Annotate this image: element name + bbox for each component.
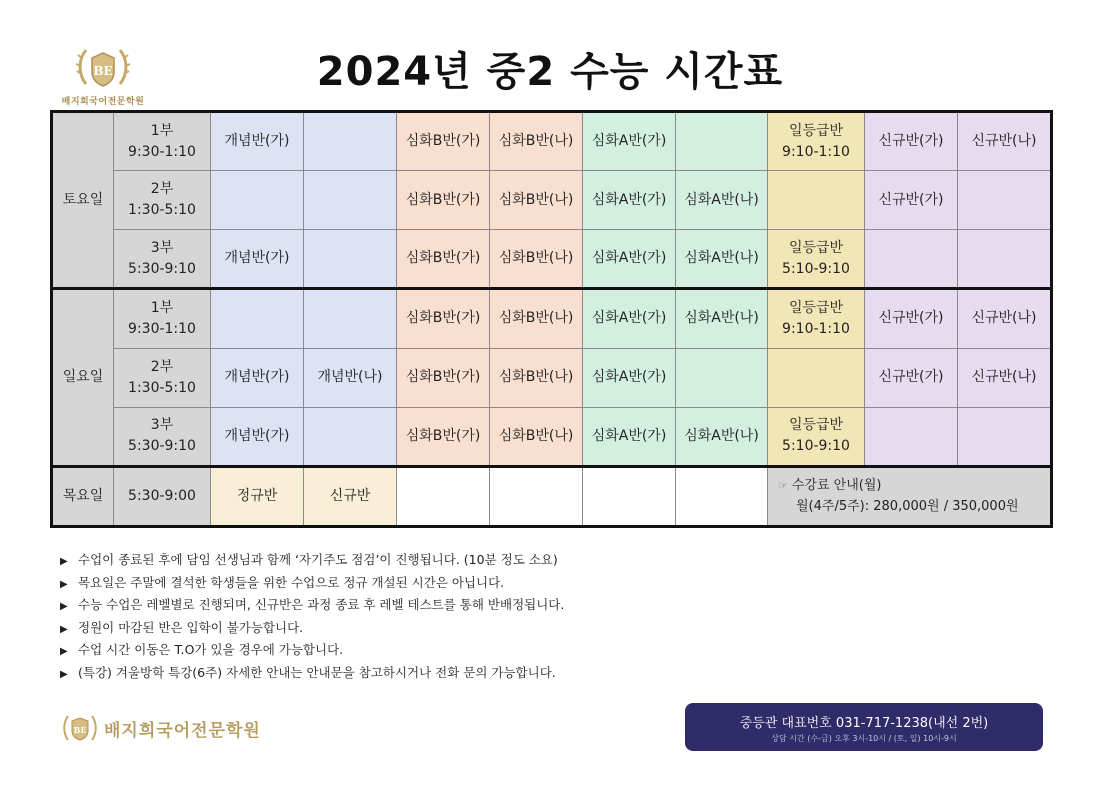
notice-text: 수업이 종료된 후에 담임 선생님과 함께 ‘자기주도 점검’이 진행됩니다. (10분 정도 소요) bbox=[78, 552, 558, 567]
period-label: 1부 bbox=[150, 122, 174, 139]
footer-logo bbox=[62, 708, 261, 748]
empty-cell bbox=[583, 466, 676, 526]
class-cell: 개념반(가) bbox=[211, 348, 304, 407]
class-cell: 심화A반(가) bbox=[583, 348, 676, 407]
class-cell: 심화A반(가) bbox=[583, 112, 676, 171]
table-row bbox=[52, 466, 1052, 526]
notice-text: 수업 시간 이동은 T.O가 있을 경우에 가능합니다. bbox=[78, 642, 344, 657]
class-cell: 심화B반(나) bbox=[490, 289, 583, 348]
tuition-title: 수강료 안내(월) bbox=[791, 478, 882, 494]
class-name: 일등급반 bbox=[788, 417, 844, 434]
class-cell-top-grade bbox=[768, 348, 865, 407]
class-cell bbox=[304, 230, 397, 289]
empty-cell bbox=[676, 466, 768, 526]
class-cell: 심화B반(나) bbox=[490, 112, 583, 171]
table-row bbox=[52, 171, 1052, 230]
class-cell: 심화B반(가) bbox=[397, 289, 490, 348]
notice-item bbox=[60, 549, 760, 572]
class-cell-top-grade bbox=[768, 230, 865, 289]
class-cell bbox=[865, 230, 958, 289]
class-cell bbox=[958, 407, 1052, 466]
class-cell bbox=[676, 112, 768, 171]
class-cell: 심화A반(가) bbox=[583, 289, 676, 348]
class-cell: 심화A반(나) bbox=[676, 230, 768, 289]
period-time bbox=[114, 407, 211, 466]
svg-text:BE: BE bbox=[73, 725, 87, 735]
time-range: 5:30-9:10 bbox=[128, 260, 196, 277]
period-label: 1부 bbox=[150, 299, 174, 316]
class-cell: 심화B반(가) bbox=[397, 112, 490, 171]
class-cell bbox=[304, 112, 397, 171]
class-cell: 신규반(가) bbox=[865, 348, 958, 407]
class-cell: 개념반(가) bbox=[211, 407, 304, 466]
class-cell: 신규반(나) bbox=[958, 112, 1052, 171]
time-range: 1:30-5:10 bbox=[128, 379, 196, 396]
day-label-sunday: 일요일 bbox=[52, 289, 114, 466]
class-cell-top-grade bbox=[768, 289, 865, 348]
notice-item bbox=[60, 639, 760, 662]
table-row bbox=[52, 230, 1052, 289]
table-row bbox=[52, 112, 1052, 171]
period-time bbox=[114, 289, 211, 348]
class-cell bbox=[676, 348, 768, 407]
page-title: 2024년 중2 수능 시간표 bbox=[316, 49, 784, 95]
class-cell: 신규반(나) bbox=[958, 289, 1052, 348]
class-cell: 신규반(나) bbox=[958, 348, 1052, 407]
period-label: 2부 bbox=[150, 358, 174, 375]
period-time bbox=[114, 230, 211, 289]
class-cell-top-grade bbox=[768, 171, 865, 230]
time-range: 5:30-9:10 bbox=[128, 438, 196, 455]
class-cell bbox=[304, 407, 397, 466]
period-label: 3부 bbox=[150, 239, 174, 256]
period-label: 3부 bbox=[150, 417, 174, 434]
class-cell: 개념반(나) bbox=[304, 348, 397, 407]
period-label: 2부 bbox=[150, 181, 174, 198]
notice-text: 정원이 마감된 반은 입학이 불가능합니다. bbox=[78, 619, 304, 635]
pointing-hand-icon: ☞ bbox=[778, 479, 788, 493]
class-cell: 신규반(가) bbox=[865, 171, 958, 230]
triangle-bullet-icon: ▶ bbox=[60, 646, 68, 657]
class-cell-top-grade bbox=[768, 112, 865, 171]
class-cell: 심화A반(나) bbox=[676, 289, 768, 348]
class-cell: 심화B반(가) bbox=[397, 230, 490, 289]
contact-box bbox=[685, 703, 1043, 751]
table-row bbox=[52, 289, 1052, 348]
class-cell: 심화A반(나) bbox=[676, 407, 768, 466]
day-label-thursday: 목요일 bbox=[52, 466, 114, 526]
class-cell bbox=[211, 289, 304, 348]
day-label-saturday: 토요일 bbox=[52, 112, 114, 289]
class-cell: 신규반(가) bbox=[865, 112, 958, 171]
class-cell bbox=[304, 289, 397, 348]
class-cell: 심화A반(가) bbox=[583, 407, 676, 466]
class-cell: 심화B반(가) bbox=[397, 348, 490, 407]
period-time bbox=[114, 348, 211, 407]
triangle-bullet-icon: ▶ bbox=[60, 623, 68, 635]
empty-cell bbox=[490, 466, 583, 526]
class-name: 일등급반 bbox=[788, 122, 844, 139]
class-cell: 심화B반(가) bbox=[397, 407, 490, 466]
time-range: 5:30-9:00 bbox=[114, 466, 211, 526]
class-cell: 심화B반(가) bbox=[397, 171, 490, 230]
class-name: 일등급반 bbox=[788, 239, 844, 256]
footer-logo-text: 배지희국어전문학원 bbox=[104, 720, 261, 741]
notice-text: 목요일은 주말에 결석한 학생들을 위한 수업으로 정규 개설된 시간은 아닙니다. bbox=[78, 574, 505, 590]
class-cell: 심화B반(나) bbox=[490, 171, 583, 230]
notice-text: 수능 수업은 레벨별로 진행되며, 신규반은 과정 종료 후 레벨 테스트를 통해 반배정됩니다. bbox=[78, 597, 565, 612]
class-cell: 심화A반(나) bbox=[676, 171, 768, 230]
class-cell bbox=[958, 230, 1052, 289]
period-time bbox=[114, 171, 211, 230]
notice-item bbox=[60, 662, 760, 685]
class-cell: 개념반(가) bbox=[211, 112, 304, 171]
class-cell: 신규반 bbox=[304, 466, 397, 526]
class-cell bbox=[304, 171, 397, 230]
laurel-crest-icon bbox=[62, 712, 98, 744]
svg-text:BE: BE bbox=[93, 64, 113, 78]
class-cell: 심화A반(가) bbox=[583, 230, 676, 289]
class-cell: 심화B반(나) bbox=[490, 348, 583, 407]
logo-text: 배지희국어전문학원 bbox=[61, 97, 145, 107]
class-cell: 심화A반(가) bbox=[583, 171, 676, 230]
notice-item bbox=[60, 572, 760, 595]
triangle-bullet-icon: ▶ bbox=[60, 601, 68, 612]
notice-list bbox=[60, 549, 760, 684]
empty-cell bbox=[397, 466, 490, 526]
notice-item bbox=[60, 594, 760, 617]
timetable bbox=[50, 110, 1053, 528]
class-cell: 정규반 bbox=[211, 466, 304, 526]
table-row bbox=[52, 348, 1052, 407]
table-row bbox=[52, 407, 1052, 466]
triangle-bullet-icon: ▶ bbox=[60, 578, 68, 590]
time-range: 9:30-1:10 bbox=[128, 320, 196, 337]
notice-text: (특강) 겨울방학 특강(6주) 자세한 안내는 안내문을 참고하시거나 전화 문의 가능합니다. bbox=[78, 664, 556, 680]
notice-item bbox=[60, 617, 760, 640]
class-cell-top-grade bbox=[768, 407, 865, 466]
class-cell: 심화B반(나) bbox=[490, 407, 583, 466]
tuition-info bbox=[768, 466, 1052, 526]
time-range: 1:30-5:10 bbox=[128, 202, 196, 219]
class-time: 5:10-9:10 bbox=[782, 438, 850, 455]
class-time: 9:10-1:10 bbox=[782, 143, 850, 160]
time-range: 9:30-1:10 bbox=[128, 143, 196, 160]
period-time bbox=[114, 112, 211, 171]
class-cell: 개념반(가) bbox=[211, 230, 304, 289]
class-name: 일등급반 bbox=[788, 299, 844, 316]
class-cell bbox=[958, 171, 1052, 230]
consult-hours: 상담 시간 (수-금) 오후 3시-10시 / (토, 일) 10시-9시 bbox=[771, 734, 957, 743]
class-cell bbox=[211, 171, 304, 230]
triangle-bullet-icon: ▶ bbox=[60, 556, 68, 567]
class-time: 9:10-1:10 bbox=[782, 320, 850, 337]
class-cell bbox=[865, 407, 958, 466]
class-cell: 신규반(가) bbox=[865, 289, 958, 348]
tuition-detail: 월(4주/5주): 280,000원 / 350,000원 bbox=[796, 499, 1019, 515]
class-cell: 심화B반(나) bbox=[490, 230, 583, 289]
triangle-bullet-icon: ▶ bbox=[60, 668, 68, 680]
class-time: 5:10-9:10 bbox=[782, 260, 850, 277]
contact-phone: 중등관 대표번호 031-717-1238(내선 2번) bbox=[739, 716, 989, 731]
